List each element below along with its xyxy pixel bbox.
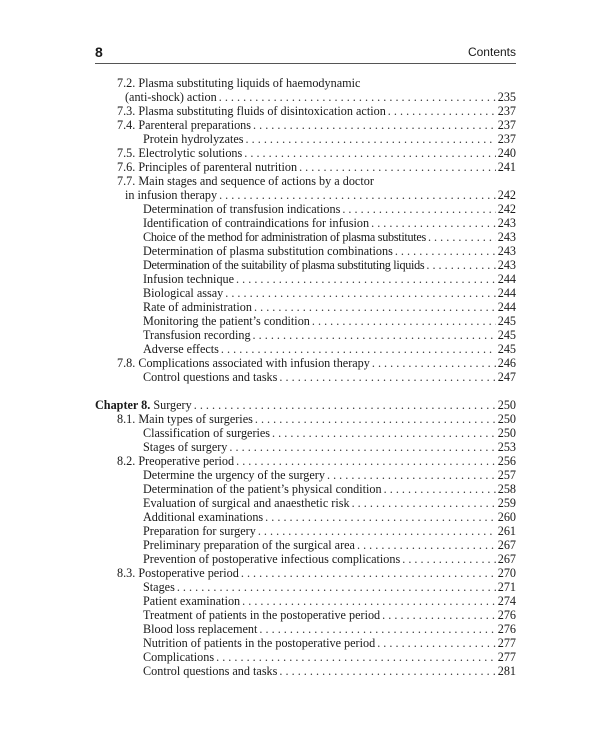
- toc-entry: Preliminary preparation of the surgical area . . . 267: [143, 538, 516, 552]
- toc-entry: Protein hydrolyzates . . . 237: [143, 132, 516, 146]
- header-rule: [95, 63, 516, 64]
- chapter-label: Chapter 8.: [95, 398, 151, 412]
- running-head: Contents: [467, 45, 516, 59]
- toc-entry: Determination of the patient’s physical condition . . . 258: [143, 482, 516, 496]
- page-number: 8: [95, 44, 103, 60]
- toc-entry: Determination of the suitability of plasma substituting liquids . . . 243: [143, 258, 516, 272]
- page-header: [95, 44, 516, 62]
- toc-entry: Stages of surgery . . . 253: [143, 440, 516, 454]
- toc-entry: Determine the urgency of the surgery . . . 257: [143, 468, 516, 482]
- toc-entry: Monitoring the patient’s condition . . . 245: [143, 314, 516, 328]
- toc-entry: Choice of the method for administration of plasma substitutes . . . 243: [143, 230, 516, 244]
- toc-entry: Complications . . . 277: [143, 650, 516, 664]
- toc-entry: Determination of transfusion indications . . . 242: [143, 202, 516, 216]
- chapter-title: Surgery: [150, 398, 192, 412]
- toc-entry: Biological assay . . . 244: [143, 286, 516, 300]
- toc-entry: Stages . . . 271: [143, 580, 516, 594]
- toc-entry: Transfusion recording . . . 245: [143, 328, 516, 342]
- toc-entry: Control questions and tasks . . . 281: [143, 664, 516, 678]
- toc-entry: Identification of contraindications for infusion . . . 243: [143, 216, 516, 230]
- toc-entry: Prevention of postoperative infectious complications . . . 267: [143, 552, 516, 566]
- toc-entry: Additional examinations . . . 260: [143, 510, 516, 524]
- toc-entry: 8.3. Postoperative period . . . 270: [117, 566, 516, 580]
- toc-chapter-entry: Chapter 8. Surgery . . . 250: [95, 398, 516, 412]
- toc-entry: Nutrition of patients in the postoperative period . . . 277: [143, 636, 516, 650]
- toc-entry: Preparation for surgery . . . 261: [143, 524, 516, 538]
- toc-entry: 7.3. Plasma substituting fluids of disintoxication action . . . 237: [117, 104, 516, 118]
- toc-entry: Patient examination . . . 274: [143, 594, 516, 608]
- toc-entry: Treatment of patients in the postoperative period . . . 276: [143, 608, 516, 622]
- toc-entry: Blood loss replacement . . . 276: [143, 622, 516, 636]
- toc-entry: Adverse effects . . . 245: [143, 342, 516, 356]
- toc-entry: 8.1. Main types of surgeries . . . 250: [117, 412, 516, 426]
- toc-entry: Evaluation of surgical and anaesthetic risk . . . 259: [143, 496, 516, 510]
- toc-entry: Infusion technique . . . 244: [143, 272, 516, 286]
- toc-entry: Control questions and tasks . . . 247: [143, 370, 516, 384]
- toc-entry: in infusion therapy . . . 242: [125, 188, 516, 202]
- toc-entry: 7.7. Main stages and sequence of actions by a doctor: [117, 174, 374, 188]
- toc-entry: 7.8. Complications associated with infusion therapy . . . 246: [117, 356, 516, 370]
- toc-entry: 7.6. Principles of parenteral nutrition . . . 241: [117, 160, 516, 174]
- toc-entry: 7.5. Electrolytic solutions . . . 240: [117, 146, 516, 160]
- toc-entry: Classification of surgeries . . . 250: [143, 426, 516, 440]
- toc-entry: (anti-shock) action . . . 235: [125, 90, 516, 104]
- toc-entry: Rate of administration . . . 244: [143, 300, 516, 314]
- toc-entry: Determination of plasma substitution combinations . . . 243: [143, 244, 516, 258]
- toc-entry: 7.4. Parenteral preparations . . . 237: [117, 118, 516, 132]
- toc-entry: 8.2. Preoperative period . . . 256: [117, 454, 516, 468]
- toc-entry: 7.2. Plasma substituting liquids of haemodynamic: [117, 76, 361, 90]
